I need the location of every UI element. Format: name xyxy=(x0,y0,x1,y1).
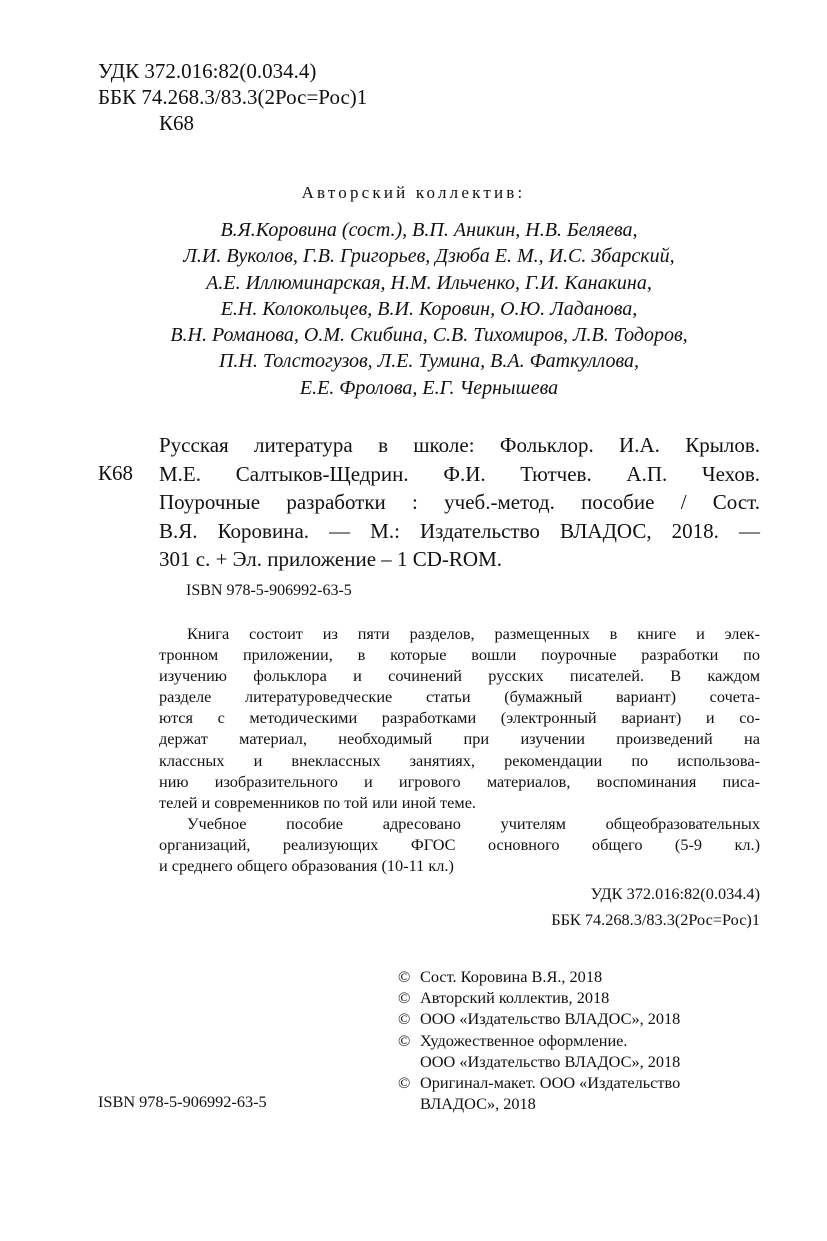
author-line: Л.И. Вуколов, Г.В. Григорьев, Дзюба Е. М., И.С. Збарский, xyxy=(183,245,675,268)
copyright-icon: © xyxy=(398,967,411,986)
copyright-item xyxy=(398,987,680,1008)
copyright-icon: © xyxy=(398,988,411,1008)
annotation-line: изучению фольклора и сочинений русских писателей. В каждом xyxy=(159,666,760,686)
copyright-text: ООО «Издательство ВЛАДОС», 2018 xyxy=(420,1051,681,1071)
annotation-line: организаций, реализующих ФГОС основного общего (5-9 кл.) xyxy=(159,834,760,854)
copyright-line xyxy=(398,1030,680,1051)
copyright-icon: © xyxy=(398,1009,411,1029)
copyright-text: Оригинал-макет. ООО «Издательство xyxy=(420,1073,681,1093)
copyright-icon: © xyxy=(398,1073,411,1093)
copyright-block xyxy=(398,966,680,1114)
authors-list xyxy=(0,217,827,401)
copyright-item xyxy=(398,966,680,987)
copyright-line xyxy=(398,1008,680,1029)
author-mark-side: К68 xyxy=(98,461,134,485)
annotation-line: тронном приложении, в которые вошли поурочные разработки по xyxy=(159,645,760,665)
copyright-line xyxy=(398,1051,680,1072)
bbk-code-right: ББК 74.268.3/83.3(2Рос=Рос)1 xyxy=(551,910,760,929)
biblio-line: Русская литература в школе: Фольклор. И.А. Крылов. xyxy=(159,433,760,457)
author-line: П.Н. Толстогузов, Л.Е. Тумина, В.А. Фаткуллова, xyxy=(218,350,640,373)
author-line: В.Н. Романова, О.М. Скибина, С.В. Тихомиров, Л.В. Тодоров, xyxy=(170,324,688,347)
copyright-text: ВЛАДОС», 2018 xyxy=(420,1094,536,1114)
biblio-line: М.Е. Салтыков-Щедрин. Ф.И. Тютчев. А.П. Чехов. xyxy=(159,461,760,486)
author-line: Е.Н. Колокольцев, В.И. Коровин, О.Ю. Ладанова, xyxy=(220,297,638,320)
annotation-line: держат материал, необходимый при изучении произведений на xyxy=(159,729,760,749)
copyright-text: Художественное оформление. xyxy=(420,1030,628,1050)
biblio-line: 301 с. + Эл. приложение – 1 CD-ROM. xyxy=(159,547,503,571)
author-line: В.Я.Коровина (сост.), В.П. Аникин, Н.В. Беляева, xyxy=(220,219,638,241)
annotation-line: и среднего общего образования (10-11 кл.) xyxy=(159,856,454,876)
copyright-icon: © xyxy=(398,1030,411,1050)
annotation-line: нию изобразительного и игрового материалов, воспоминания писа- xyxy=(159,771,760,791)
udk-code-right: УДК 372.016:82(0.034.4) xyxy=(590,884,760,903)
copyright-text: Авторский коллектив, 2018 xyxy=(420,988,610,1008)
annotation-line: разделе литературоведческие статьи (бумажный вариант) сочета- xyxy=(159,687,760,707)
copyright-line xyxy=(398,966,680,987)
annotation-line: Учебное пособие адресовано учителям общеобразовательных xyxy=(187,813,760,833)
isbn-inline: ISBN 978-5-906992-63-5 xyxy=(186,582,352,599)
copyright-line xyxy=(398,987,680,1008)
annotation xyxy=(159,623,760,876)
authors-title: Авторский коллектив: xyxy=(301,183,526,202)
annotation-line: телей и современников по той или иной теме. xyxy=(159,792,476,812)
annotation-line: ются с методическими разработками (электронный вариант) и со- xyxy=(159,708,760,728)
copyright-line xyxy=(398,1093,680,1114)
udk-bbk-right xyxy=(159,881,760,933)
isbn-bottom: ISBN 978-5-906992-63-5 xyxy=(98,1092,267,1111)
copyright-item xyxy=(398,1072,680,1114)
annotation-line: классных и внеклассных занятиях, рекомендации по использова- xyxy=(159,750,760,770)
author-line: Е.Е. Фролова, Е.Г. Чернышева xyxy=(299,376,559,399)
annotation-line: Книга состоит из пяти разделов, размещенных в книге и элек- xyxy=(187,624,760,643)
udk-code: УДК 372.016:82(0.034.4) xyxy=(98,59,317,83)
bibliographic-description xyxy=(159,431,760,574)
author-mark-top: К68 xyxy=(159,111,195,135)
copyright-item xyxy=(398,1008,680,1029)
author-line: А.Е. Иллюминарская, Н.М. Ильченко, Г.И. Канакина, xyxy=(206,271,652,294)
udk-bbk-header xyxy=(98,58,367,136)
copyright-text: Сост. Коровина В.Я., 2018 xyxy=(420,967,603,986)
copyright-line xyxy=(398,1072,680,1093)
bbk-code: ББК 74.268.3/83.3(2Рос=Рос)1 xyxy=(98,85,368,109)
copyright-item xyxy=(398,1030,680,1072)
copyright-text: ООО «Издательство ВЛАДОС», 2018 xyxy=(420,1009,681,1029)
biblio-line: В.Я. Коровина. — М.: Издательство ВЛАДОС, 2018. — xyxy=(159,518,760,543)
biblio-line: Поурочные разработки : учеб.-метод. пособие / Сост. xyxy=(159,490,760,514)
